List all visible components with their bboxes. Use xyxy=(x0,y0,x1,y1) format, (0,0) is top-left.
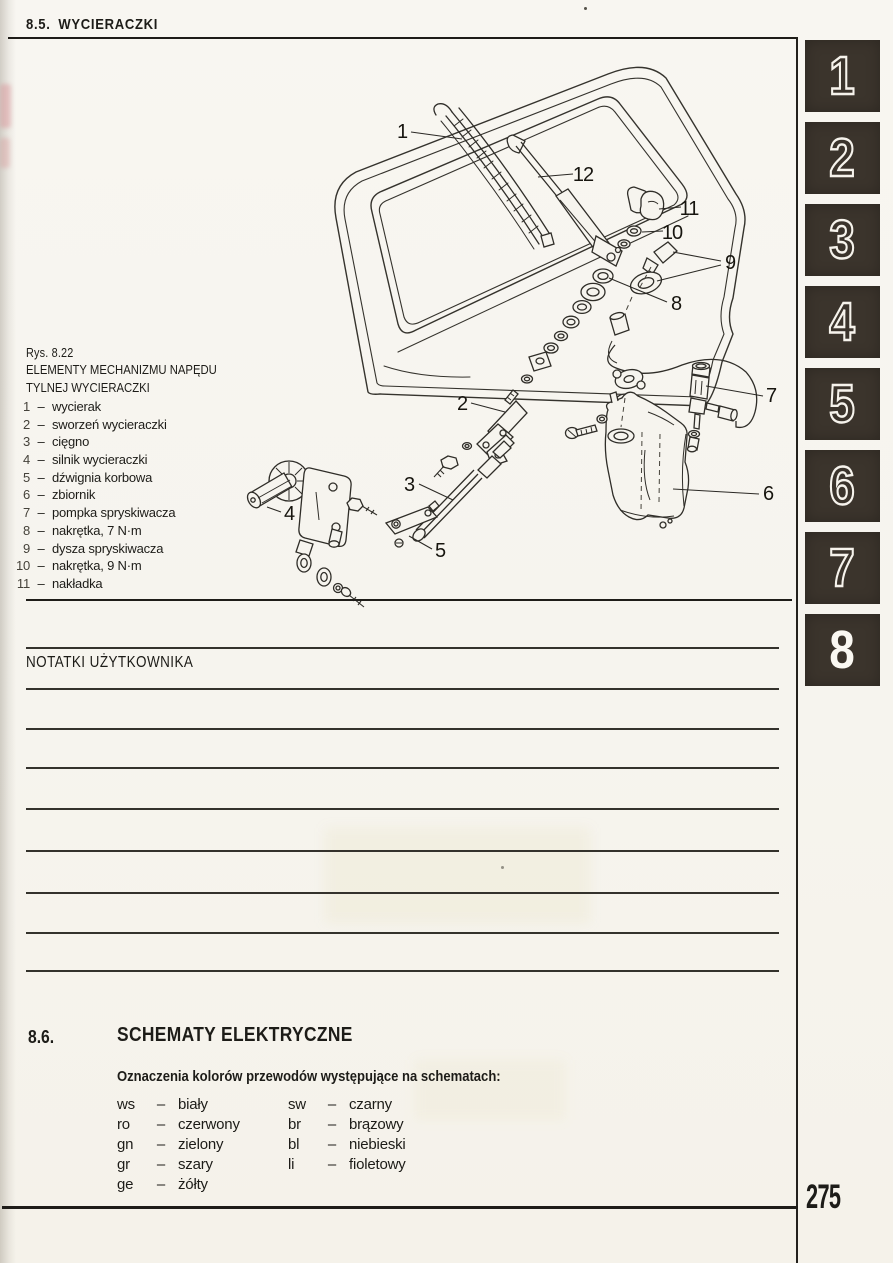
chapter-tab-digit: 4 xyxy=(829,292,856,352)
callout-6: 6 xyxy=(762,483,774,505)
wire-color-legend-intro: Oznaczenia kolorów przewodów występujące na schematach: xyxy=(117,1068,501,1085)
wire-color-entry xyxy=(288,1156,406,1176)
part-name: sworzeń wycieraczki xyxy=(52,416,167,432)
part-number: 11 xyxy=(16,575,30,591)
wire-color-name: brązowy xyxy=(349,1116,404,1133)
dash: – xyxy=(37,522,45,538)
dash: – xyxy=(327,1136,337,1153)
callout-7: 7 xyxy=(765,385,777,407)
dash: – xyxy=(37,487,45,503)
callout-9: 9 xyxy=(724,252,736,274)
callout-2: 2 xyxy=(456,393,468,415)
wire-color-abbr: li xyxy=(288,1156,295,1173)
part-number: 4 xyxy=(22,452,30,468)
wire-color-column-2 xyxy=(288,1096,406,1176)
part-name: wycierak xyxy=(52,399,101,414)
dash: – xyxy=(156,1096,166,1113)
dash: – xyxy=(156,1136,166,1153)
part-name: nakrętka, 7 N·m xyxy=(52,522,142,538)
wire-color-name: czerwony xyxy=(178,1116,240,1133)
notes-line xyxy=(26,647,779,649)
dash: – xyxy=(37,469,45,485)
callout-10: 10 xyxy=(661,222,683,244)
part-name: nakrętka, 9 N·m xyxy=(52,558,142,574)
part-number: 7 xyxy=(22,505,30,521)
chapter-tab-digit: 7 xyxy=(829,538,856,598)
part-number: 2 xyxy=(22,416,30,432)
wire-color-name: żółty xyxy=(178,1176,208,1193)
callout-8: 8 xyxy=(670,293,682,315)
part-name: silnik wycieraczki xyxy=(52,452,148,468)
notes-line xyxy=(26,728,779,730)
wire-color-name: biały xyxy=(178,1096,208,1113)
wire-color-name: niebieski xyxy=(349,1136,406,1153)
notes-line xyxy=(26,850,779,852)
wire-color-entry xyxy=(117,1176,240,1196)
callout-1: 1 xyxy=(396,121,408,143)
dash: – xyxy=(327,1096,337,1113)
part-name: pompka spryskiwacza xyxy=(52,505,176,521)
dash: – xyxy=(37,505,45,521)
wiper-pivot-assembly xyxy=(434,390,527,477)
part-number: 3 xyxy=(22,434,30,450)
wire-color-abbr: sw xyxy=(288,1096,306,1113)
wire-color-abbr: ge xyxy=(117,1176,134,1193)
notes-line xyxy=(26,932,779,934)
dash: – xyxy=(37,558,45,574)
callout-12: 12 xyxy=(572,164,594,186)
wire-color-abbr: gr xyxy=(117,1156,130,1173)
chapter-tab-digit: 8 xyxy=(829,620,856,680)
washer-pump xyxy=(688,363,739,452)
page-number: 275 xyxy=(806,1178,841,1216)
washer-reservoir xyxy=(566,392,689,528)
wire-color-abbr: bl xyxy=(288,1136,300,1153)
wire-color-entry xyxy=(117,1116,240,1136)
dash: – xyxy=(156,1176,166,1193)
wire-color-entry xyxy=(117,1096,240,1116)
dash: – xyxy=(37,399,45,414)
callout-11: 11 xyxy=(679,198,699,220)
page-title: WYCIERACZKI xyxy=(58,16,159,33)
notes-line xyxy=(26,767,779,769)
chapter-tab-digit: 5 xyxy=(829,374,856,434)
wire-color-abbr: ws xyxy=(117,1096,135,1113)
chapter-tab-digit: 3 xyxy=(829,210,856,270)
notes-line xyxy=(26,892,779,894)
crank-lever xyxy=(386,501,439,547)
chapter-tab-digit: 2 xyxy=(829,128,856,188)
part-name: nakładka xyxy=(52,575,103,591)
wire-color-name: fioletowy xyxy=(349,1156,406,1173)
footer-divider xyxy=(2,1206,798,1209)
wire-color-name: czarny xyxy=(349,1096,392,1113)
notes-line xyxy=(26,970,779,972)
section-number: 8.5. xyxy=(26,16,51,33)
wire-color-entry xyxy=(288,1136,406,1156)
notes-title: NOTATKI UŻYTKOWNIKA xyxy=(26,654,194,671)
wire-color-abbr: br xyxy=(288,1116,301,1133)
part-number: 8 xyxy=(22,522,30,538)
figure-title-line1: ELEMENTY MECHANIZMU NAPĘDU xyxy=(26,362,217,377)
section-86-title: SCHEMATY ELEKTRYCZNE xyxy=(117,1024,353,1046)
wire-color-name: zielony xyxy=(178,1136,224,1153)
dash: – xyxy=(37,452,45,468)
chapter-tab-digit: 1 xyxy=(829,46,856,106)
part-number: 5 xyxy=(22,469,30,485)
part-number: 1 xyxy=(22,399,30,414)
part-name: dysza spryskiwacza xyxy=(52,540,164,556)
chapter-tab-digit: 6 xyxy=(829,456,856,516)
wire-color-entry xyxy=(117,1136,240,1156)
diagram-divider xyxy=(26,599,792,601)
wire-color-entry xyxy=(117,1156,240,1176)
callout-4: 4 xyxy=(283,503,295,525)
dash: – xyxy=(37,434,45,450)
dash: – xyxy=(37,416,45,432)
wire-color-abbr: ro xyxy=(117,1116,130,1133)
part-name: cięgno xyxy=(52,434,90,450)
dash: – xyxy=(156,1116,166,1133)
wire-color-entry xyxy=(288,1116,406,1136)
wire-color-abbr: gn xyxy=(117,1136,134,1153)
callout-5: 5 xyxy=(434,540,446,562)
dash: – xyxy=(156,1156,166,1173)
part-number: 10 xyxy=(15,558,30,574)
section-86-number: 8.6. xyxy=(28,1027,55,1047)
notes-line xyxy=(26,688,779,690)
figure-reference: Rys. 8.22 xyxy=(26,346,74,360)
part-number: 6 xyxy=(22,487,30,503)
wire-color-column-1 xyxy=(117,1096,240,1196)
wire-color-entry xyxy=(288,1096,406,1116)
wiper-arm xyxy=(507,135,622,266)
pivot-washer-stack xyxy=(522,269,614,383)
dash: – xyxy=(327,1116,337,1133)
wiper-motor xyxy=(245,461,377,607)
dash: – xyxy=(37,540,45,556)
notes-line xyxy=(26,808,779,810)
dash: – xyxy=(327,1156,337,1173)
part-number: 9 xyxy=(22,540,30,556)
part-name: zbiornik xyxy=(52,487,96,503)
dash: – xyxy=(37,575,45,591)
wire-color-name: szary xyxy=(178,1156,213,1173)
callout-3: 3 xyxy=(403,474,415,496)
figure-title-line2: TYLNEJ WYCIERACZKI xyxy=(26,380,150,395)
part-name: dźwignia korbowa xyxy=(52,469,153,485)
